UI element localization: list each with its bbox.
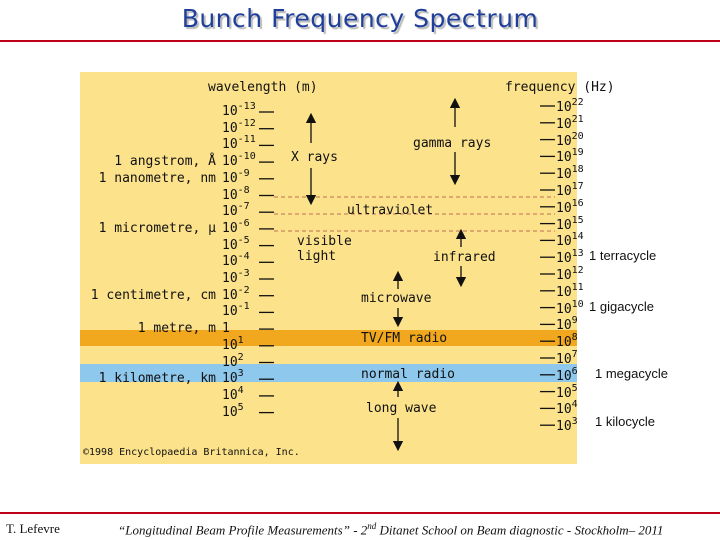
megacycle-label: 1 megacycle xyxy=(595,366,668,381)
frequency-tick-label: $10^{16}$ xyxy=(556,197,584,216)
footer-rule xyxy=(0,512,720,514)
wavelength-tick-label: $10^2$ xyxy=(222,351,244,370)
wavelength-tick-label: $10^{-9}$ xyxy=(222,167,250,186)
wavelength-unit-label: 1 kilometre, km xyxy=(98,371,216,387)
wavelength-unit-label: 1 micrometre, μ xyxy=(98,220,216,236)
frequency-tick-label: $10^{18}$ xyxy=(556,164,584,183)
wavelength-tick-label: $10^{-1}$ xyxy=(222,301,250,320)
x-rays-label: X rays xyxy=(291,150,338,165)
wavelength-tick-label: $10^{-5}$ xyxy=(222,234,250,253)
frequency-header: frequency (Hz) xyxy=(505,80,615,95)
frequency-tick-label: $10^{13}$ xyxy=(556,248,584,267)
visible-label-line2: light xyxy=(297,249,337,264)
terracycle-label: 1 terracycle xyxy=(589,248,657,263)
wavelength-tick-label: $10^{-13}$ xyxy=(222,101,256,119)
frequency-tick-label: $10^{12}$ xyxy=(556,265,584,283)
copyright-note: ©1998 Encyclopaedia Britannica, Inc. xyxy=(83,447,300,458)
wavelength-unit-label: 1 centimetre, cm xyxy=(90,287,216,303)
gigacycle-label: 1 gigacycle xyxy=(589,299,655,314)
wavelength-unit-label: 1 nanometre, nm xyxy=(98,170,216,186)
microwave-label: microwave xyxy=(361,291,432,306)
frequency-tick-label: $10^8$ xyxy=(556,332,578,351)
frequency-tick-label: $10^{20}$ xyxy=(556,130,584,149)
wavelength-tick-label: $10^4$ xyxy=(222,384,244,403)
gamma-rays-label: gamma rays xyxy=(413,136,492,151)
frequency-tick-label: $10^6$ xyxy=(556,365,578,384)
frequency-tick-label: $10^5$ xyxy=(556,382,578,401)
frequency-tick-label: $10^{15}$ xyxy=(556,214,584,233)
wavelength-tick-label: $10^{-3}$ xyxy=(222,268,250,286)
ultraviolet-label: ultraviolet xyxy=(347,203,434,218)
wavelength-ticks xyxy=(259,112,274,413)
wavelength-tick-label: 1 xyxy=(222,321,230,337)
frequency-ticks xyxy=(540,106,555,425)
footer-author: T. Lefevre xyxy=(6,521,60,536)
wavelength-unit-label: 1 angstrom, Å xyxy=(114,154,216,170)
frequency-tick-label: $10^9$ xyxy=(556,315,578,334)
tv-fm-radio-label: TV/FM radio xyxy=(361,331,448,346)
infrared-label: infrared xyxy=(433,250,496,265)
frequency-tick-label: $10^{14}$ xyxy=(556,231,584,250)
slide-title: Bunch Frequency Spectrum xyxy=(181,4,539,33)
wavelength-tick-label: $10^{-8}$ xyxy=(222,184,250,203)
frequency-tick-label: $10^{10}$ xyxy=(556,298,584,317)
wavelength-tick-label: $10^{-4}$ xyxy=(222,251,250,270)
wavelength-tick-label: $10^{-11}$ xyxy=(222,134,256,153)
wavelength-tick-label: $10^1$ xyxy=(222,334,244,353)
footer-citation: “Longitudinal Beam Profile Measurements” - 2nd Ditanet School on Beam diagnostic - Stockholm– 2011 xyxy=(118,521,664,538)
frequency-tick-label: $10^{19}$ xyxy=(556,147,584,166)
long-wave-label: long wave xyxy=(366,401,437,416)
normal-radio-label: normal radio xyxy=(361,367,455,382)
frequency-tick-label: $10^{22}$ xyxy=(556,97,584,115)
wavelength-tick-label: $10^3$ xyxy=(222,368,244,387)
frequency-tick-label: $10^{21}$ xyxy=(556,113,584,132)
wavelength-tick-label: $10^{-6}$ xyxy=(222,217,250,236)
visible-label-line1: visible xyxy=(297,234,352,249)
wavelength-tick-label: $10^{-7}$ xyxy=(222,201,250,220)
kilocycle-label: 1 kilocycle xyxy=(595,414,655,429)
wavelength-tick-label: $10^{-2}$ xyxy=(222,284,250,303)
wavelength-tick-label: $10^{-10}$ xyxy=(222,151,256,170)
frequency-tick-label: $10^{11}$ xyxy=(556,281,584,300)
wavelength-unit-label: 1 metre, m xyxy=(137,321,216,337)
frequency-tick-label: $10^3$ xyxy=(556,416,578,435)
wavelength-tick-label: $10^{-12}$ xyxy=(222,117,256,136)
wavelength-tick-label: $10^5$ xyxy=(222,401,244,420)
frequency-tick-label: $10^7$ xyxy=(556,349,578,367)
frequency-tick-label: $10^{17}$ xyxy=(556,181,584,199)
frequency-tick-label: $10^4$ xyxy=(556,399,578,418)
wavelength-header: wavelength (m) xyxy=(208,80,318,95)
